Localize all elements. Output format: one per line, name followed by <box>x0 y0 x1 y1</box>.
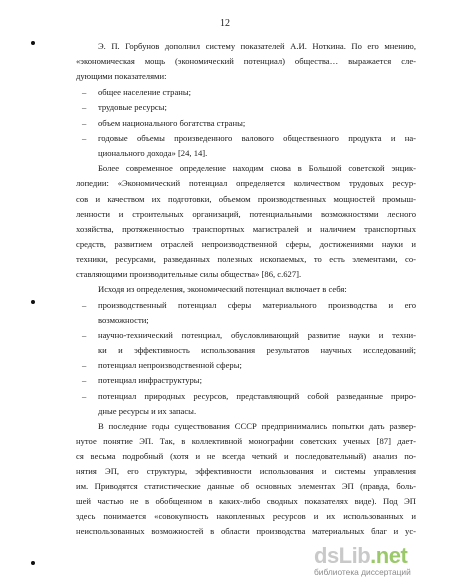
text-line: нятия ЭП, его структуры, эффективности использования и системы управления <box>76 466 416 476</box>
text-line: В последние годы существования СССР предпринимались попытки дать развер- <box>98 421 416 431</box>
text-line: «экономическая мощь (экономический потенциал) общества… выражается сле- <box>76 56 416 66</box>
list-item: годовые объемы произведенного валового общественного продукта и на- <box>98 133 416 143</box>
text-line: средств, развитием отраслей непроизводственной сферы, достижениями науки и <box>76 239 416 249</box>
list-dash: – <box>82 375 87 385</box>
text-line: здесь понимается «совокупность накопленных ресурсов и их использованных и <box>76 511 416 521</box>
text-line: лопедии: «Экономический потенциал определяется количеством трудовых ресур- <box>76 178 416 188</box>
text-line: Более современное определение находим снова в Большой советской энцик- <box>98 163 416 173</box>
list-dash: – <box>82 330 87 340</box>
margin-dot <box>31 300 35 304</box>
list-dash: – <box>82 87 87 97</box>
margin-dot <box>31 561 35 565</box>
list-item: объем национального богатства страны; <box>98 118 246 128</box>
list-dash: – <box>82 360 87 370</box>
text-line: ся весьма подробный (хотя и не всегда четкий и последовательный) анализ по- <box>76 451 416 461</box>
list-item: ки и эффективность использования результатов научных исследований; <box>98 345 416 355</box>
watermark-subtitle: библиотека диссертаций <box>314 567 411 577</box>
list-item: производственный потенциал сферы материального производства и его <box>98 300 416 310</box>
text-line: им. Приводятся статистические данные об основных элементах ЭП (правда, боль- <box>76 481 416 491</box>
list-item: дные ресурсы и их запасы. <box>98 406 197 416</box>
site-watermark[interactable] <box>314 541 450 581</box>
watermark-logo <box>314 543 407 569</box>
watermark-logo-main: dsLib <box>314 543 371 568</box>
text-line: шей частью не в обобщенном в каких-либо сводных показателях виде). Под ЭП <box>76 496 416 506</box>
text-line: техники, ресурсами, разведанных полезных ископаемых, то есть элементами, со- <box>76 254 416 264</box>
text-line: хозяйства, протяженностью транспортных магистралей и наличием транспортных <box>76 224 416 234</box>
text-line: нутое понятие ЭП. Так, в коллективной монографии советских ученых [87] дает- <box>76 436 416 446</box>
text-line: Э. П. Горбунов дополнил систему показателей А.И. Ноткина. По его мнению, <box>98 41 416 51</box>
text-line: дующими показателями: <box>76 71 167 81</box>
list-item: потенциал природных ресурсов, представляющий собой разведанные приро- <box>98 391 416 401</box>
list-dash: – <box>82 300 87 310</box>
list-dash: – <box>82 133 87 143</box>
text-line: ленности и строительных организаций, потенциальными возможностями лесного <box>76 209 416 219</box>
text-line: ставляющими производительные силы общества» [86, с.627]. <box>76 269 302 279</box>
list-dash: – <box>82 391 87 401</box>
list-item: потенциал инфраструктуры; <box>98 375 202 385</box>
list-item: потенциал непроизводственной сферы; <box>98 360 242 370</box>
text-line: сов и качеством их подготовки, объемом производственных мощностей промыш- <box>76 194 416 204</box>
list-item: трудовые ресурсы; <box>98 102 167 112</box>
text-line: Исходя из определения, экономический потенциал включает в себя: <box>98 284 347 294</box>
text-line: неиспользованных возможностей в области производства материальных благ и ус- <box>76 526 416 536</box>
list-dash: – <box>82 118 87 128</box>
watermark-logo-tld: .net <box>370 543 408 568</box>
list-item: научно-технический потенциал, обусловливающий развитие науки и техни- <box>98 330 416 340</box>
page-number: 12 <box>220 18 230 29</box>
margin-dot <box>31 41 35 45</box>
list-dash: – <box>82 102 87 112</box>
list-item: ционального дохода» [24, 14]. <box>98 148 208 158</box>
list-item: возможности; <box>98 315 149 325</box>
list-item: общее население страны; <box>98 87 192 97</box>
